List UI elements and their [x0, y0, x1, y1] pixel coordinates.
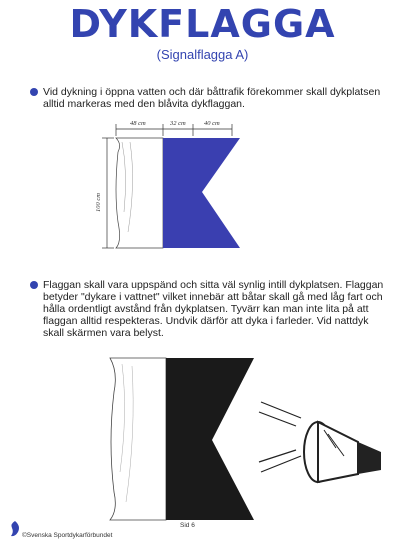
lit-flag-illustration — [96, 352, 396, 532]
footer-organization: ©Svenska Sportdykarförbundet — [22, 532, 113, 539]
flag-dark-part — [166, 358, 254, 520]
paragraph-intro: Vid dykning i öppna vatten och där båttrafik förekommer skall dykplatsen alltid markeras med den blåvita dykflaggan. — [43, 86, 381, 110]
dim-width-2: 32 cm — [170, 120, 186, 127]
flag-white-part — [116, 138, 163, 248]
diver-logo-icon — [8, 520, 22, 538]
flag-diagram — [92, 112, 252, 262]
page-subtitle: (Signalflagga A) — [156, 47, 249, 62]
dim-height: 100 cm — [95, 193, 102, 212]
bullet-icon — [30, 88, 38, 96]
paragraph-usage: Flaggan skall vara uppspänd och sitta väl synlig intill dykplatsen. Flaggan betyder "dykare i vattnet" vilket innebär att båtar skall gå med låg fart och hålla ordentligt avstånd från dykplatsen. Tyvärr kan man inte lita på att flaggan alltid respekteras. Undvik därför att dyka i farleder. Vid nattdyk skall skärmen vara belyst. — [43, 279, 384, 339]
page-number: Sid 6 — [180, 522, 195, 529]
bullet-icon — [30, 281, 38, 289]
flag-blue-part — [163, 138, 240, 248]
flashlight-icon — [304, 422, 381, 482]
flag-white-part — [110, 358, 166, 520]
dim-width-1: 48 cm — [130, 120, 146, 127]
dim-width-3: 40 cm — [204, 120, 220, 127]
page-title: DYKFLAGGA — [69, 2, 336, 46]
